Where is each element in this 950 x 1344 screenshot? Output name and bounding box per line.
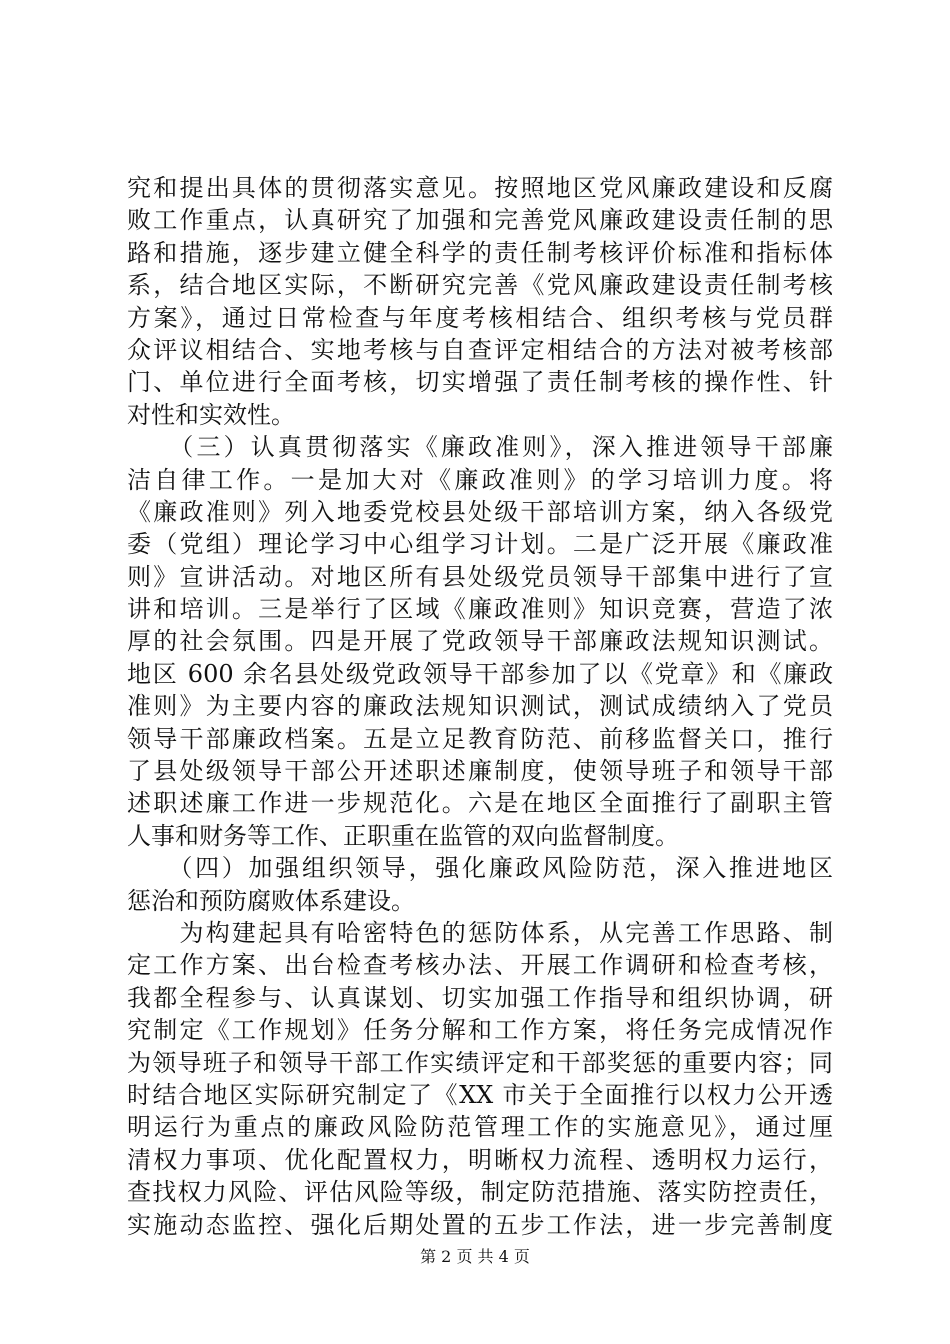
text-line: 为领导班子和领导干部工作实绩评定和干部奖惩的重要内容；同 [127, 1048, 833, 1077]
text-line: 究制定《工作规划》任务分解和工作方案，将任务完成情况作 [127, 1016, 833, 1045]
text-line: 时结合地区实际研究制定了《XX 市关于全面推行以权力公开透 [127, 1080, 833, 1109]
text-line: 人事和财务等工作、正职重在监管的双向监督制度。 [127, 821, 679, 850]
text-line: 厚的社会氛围。四是开展了党政领导干部廉政法规知识测试。 [127, 627, 833, 656]
text-line: 路和措施，逐步建立健全科学的责任制考核评价标准和指标体 [127, 238, 833, 267]
text-line: 清权力事项、优化配置权力，明晰权力流程、透明权力运行， [127, 1145, 833, 1174]
text-line: 惩治和预防腐败体系建设。 [127, 886, 415, 915]
text-line: 准则》为主要内容的廉政法规知识测试，测试成绩纳入了党员 [127, 692, 833, 721]
text-line: 领导干部廉政档案。五是立足教育防范、前移监督关口，推行 [127, 724, 833, 753]
text-line: 实施动态监控、强化后期处置的五步工作法，进一步完善制度 [127, 1210, 833, 1239]
text-line: 查找权力风险、评估风险等级，制定防范措施、落实防控责任， [127, 1178, 833, 1207]
text-line: 述职述廉工作进一步规范化。六是在地区全面推行了副职主管 [127, 789, 833, 818]
text-line: （三）认真贯彻落实《廉政准则》，深入推进领导干部廉 [127, 433, 833, 462]
text-line: 了县处级领导干部公开述职述廉制度，使领导班子和领导干部 [127, 757, 833, 786]
text-line: （四）加强组织领导，强化廉政风险防范，深入推进地区 [127, 854, 833, 883]
text-line: 我都全程参与、认真谋划、切实加强工作指导和组织协调，研 [127, 983, 833, 1012]
text-line: 方案》，通过日常检查与年度考核相结合、组织考核与党员群 [127, 303, 833, 332]
text-line: 地区 600 余名县处级党政领导干部参加了以《党章》和《廉政 [127, 659, 833, 688]
text-line: 系，结合地区实际，不断研究完善《党风廉政建设责任制考核 [127, 271, 833, 300]
text-line: 众评议相结合、实地考核与自查评定相结合的方法对被考核部 [127, 335, 833, 364]
text-line: 讲和培训。三是举行了区域《廉政准则》知识竞赛，营造了浓 [127, 595, 833, 624]
text-line: 《廉政准则》列入地委党校县处级干部培训方案，纳入各级党 [127, 497, 833, 526]
text-line: 定工作方案、出台检查考核办法、开展工作调研和检查考核， [127, 951, 833, 980]
text-line: 为构建起具有哈密特色的惩防体系，从完善工作思路、制 [127, 918, 833, 947]
document-body [127, 172, 833, 1241]
text-line: 究和提出具体的贯彻落实意见。按照地区党风廉政建设和反腐 [127, 174, 833, 202]
text-line: 对性和实效性。 [127, 400, 295, 429]
text-line: 败工作重点，认真研究了加强和完善党风廉政建设责任制的思 [127, 206, 833, 235]
page-footer: 第 2 页 共 4 页 [420, 1247, 530, 1266]
text-line: 门、单位进行全面考核，切实增强了责任制考核的操作性、针 [127, 368, 833, 397]
text-line: 明运行为重点的廉政风险防范管理工作的实施意见》，通过厘 [127, 1113, 833, 1142]
text-line: 则》宣讲活动。对地区所有县处级党员领导干部集中进行了宣 [127, 562, 833, 591]
text-line: 洁自律工作。一是加大对《廉政准则》的学习培训力度。将 [127, 465, 833, 494]
text-line: 委（党组）理论学习中心组学习计划。二是广泛开展《廉政准 [127, 530, 833, 559]
